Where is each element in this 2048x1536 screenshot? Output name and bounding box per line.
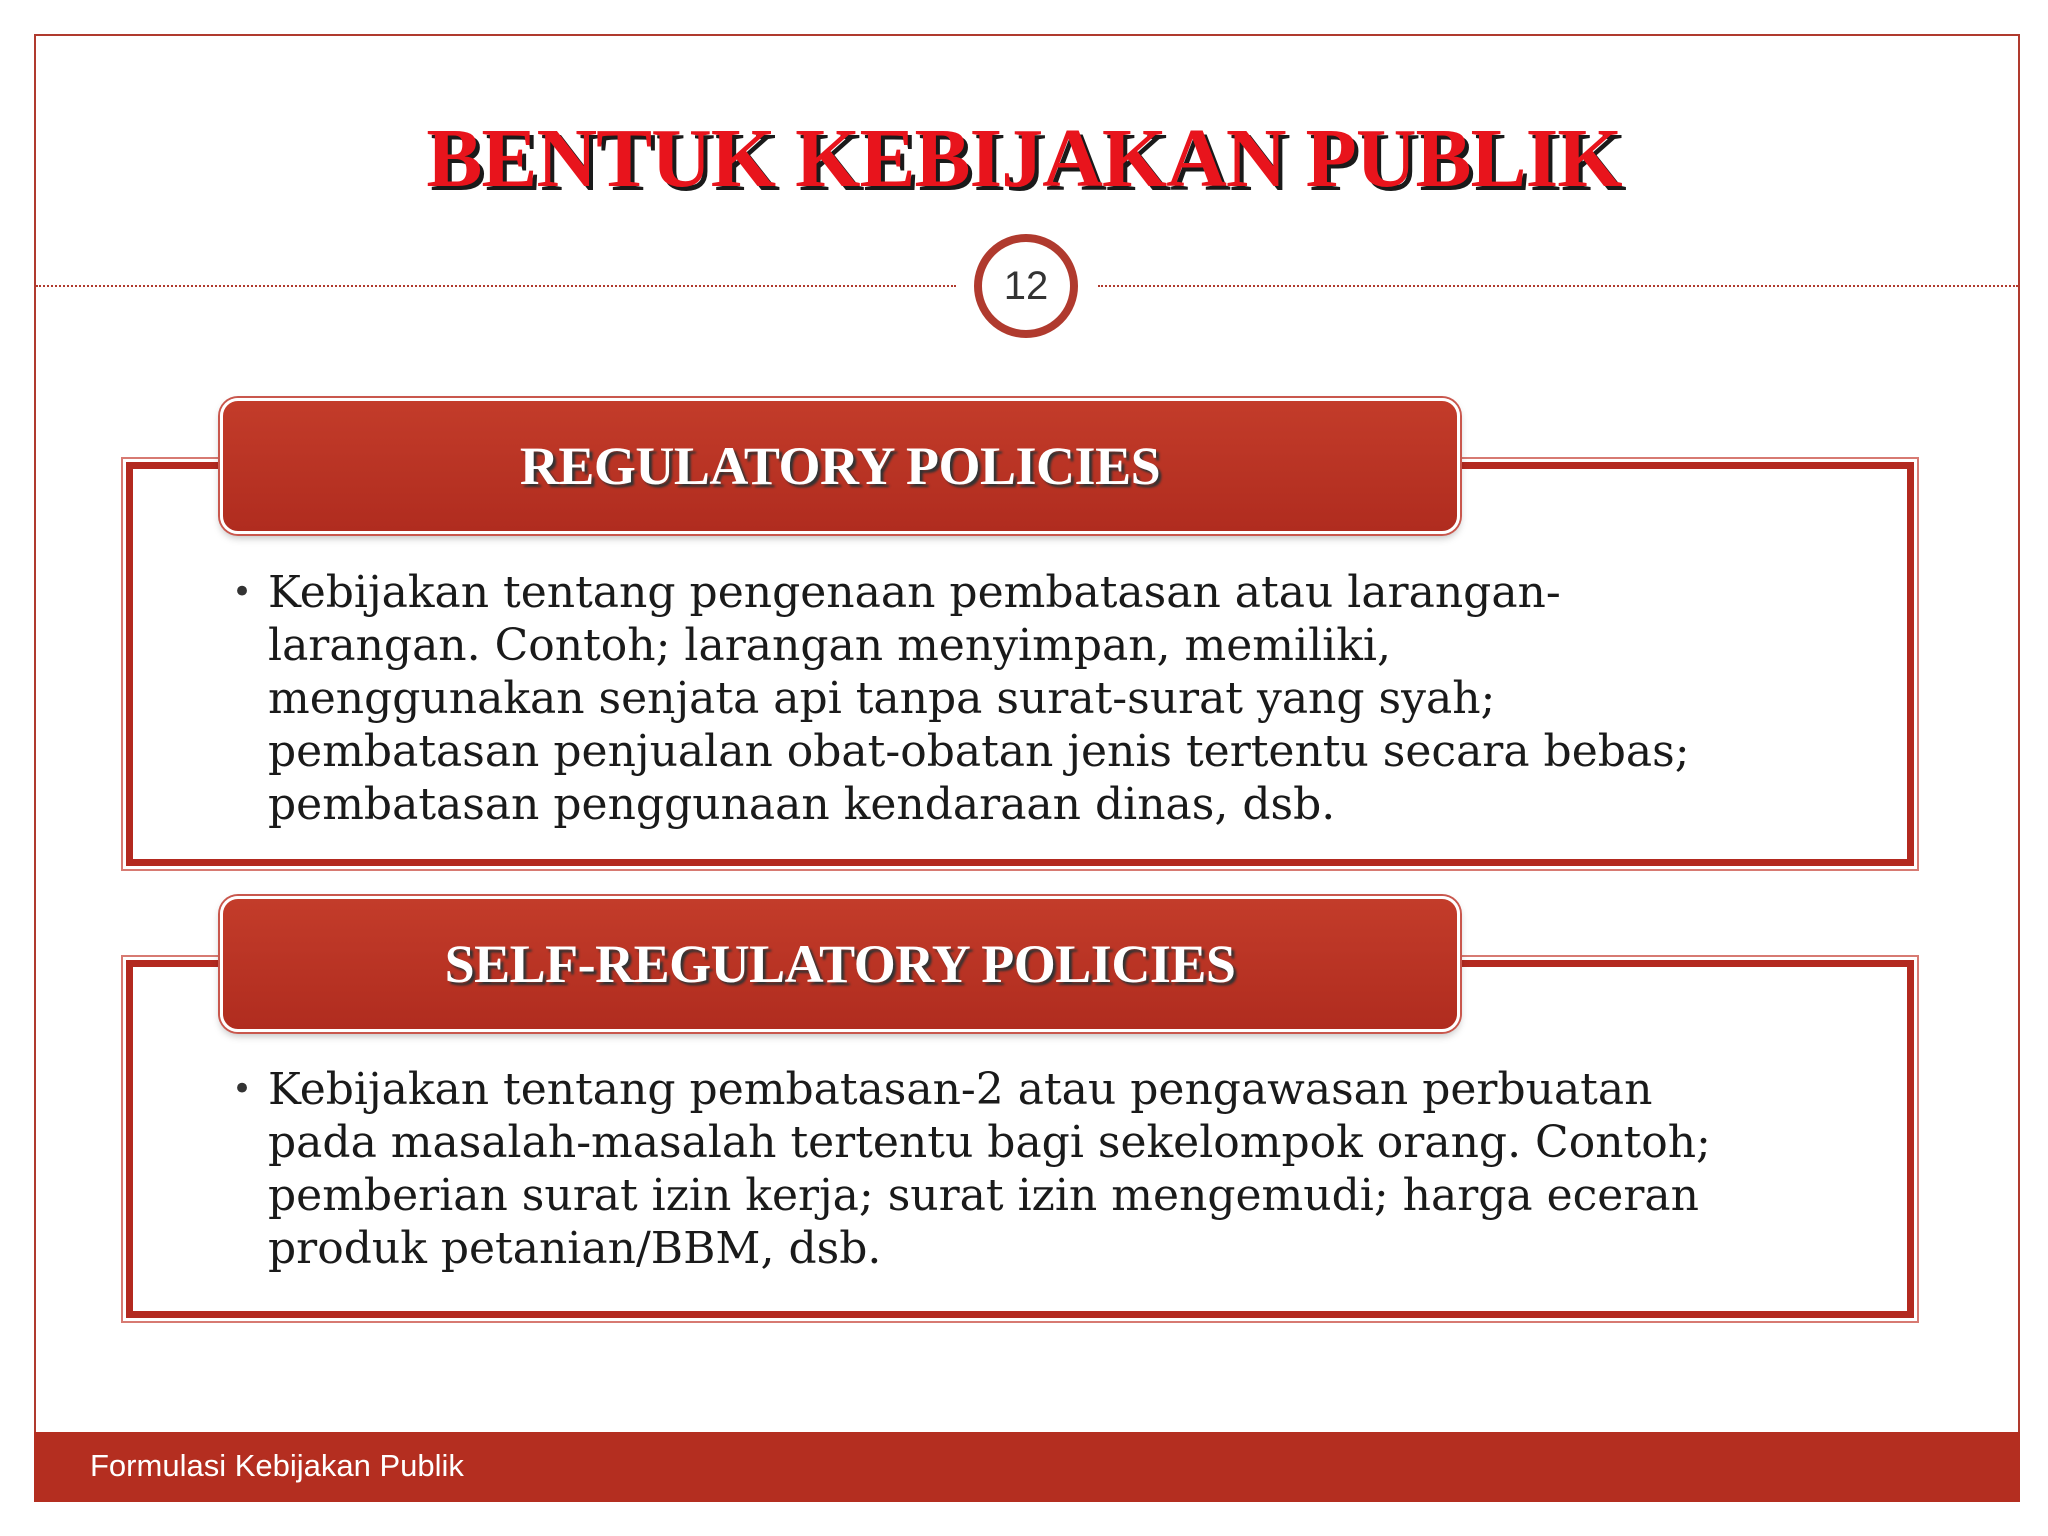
bullet-dot-icon: • [232, 1069, 253, 1109]
dotted-divider-left [36, 285, 956, 287]
footer-text: Formulasi Kebijakan Publik [90, 1448, 464, 1483]
content-line: pemberian surat izin kerja; surat izin mengemudi; harga eceran [268, 1170, 1699, 1221]
slide-title: BENTUK KEBIJAKAN PUBLIK [426, 112, 1622, 205]
content-line: pembatasan penggunaan kendaraan dinas, dsb. [268, 779, 1336, 830]
content-line: produk petanian/BBM, dsb. [268, 1223, 882, 1274]
footer-bar [34, 1432, 2020, 1502]
content-line: pada masalah-masalah tertentu bagi sekelompok orang. Contoh; [268, 1117, 1711, 1168]
content-line: pembatasan penjualan obat-obatan jenis tertentu secara bebas; [268, 726, 1690, 777]
content-line: Kebijakan tentang pembatasan-2 atau pengawasan perbuatan [268, 1064, 1653, 1115]
content-line: menggunakan senjata api tanpa surat-surat yang syah; [268, 673, 1496, 724]
regulatory-policies-heading: REGULATORY POLICIES [220, 398, 1460, 534]
regulatory-policies-content [232, 566, 1808, 831]
self-regulatory-policies-content [232, 1063, 1808, 1275]
content-line: larangan. Contoh; larangan menyimpan, memiliki, [268, 620, 1391, 671]
page-number-badge: 12 [974, 234, 1078, 338]
self-regulatory-policies-heading: SELF-REGULATORY POLICIES [220, 896, 1460, 1032]
bullet-dot-icon: • [232, 572, 253, 612]
dotted-divider-right [1098, 285, 2018, 287]
content-line: Kebijakan tentang pengenaan pembatasan atau larangan- [268, 567, 1561, 618]
